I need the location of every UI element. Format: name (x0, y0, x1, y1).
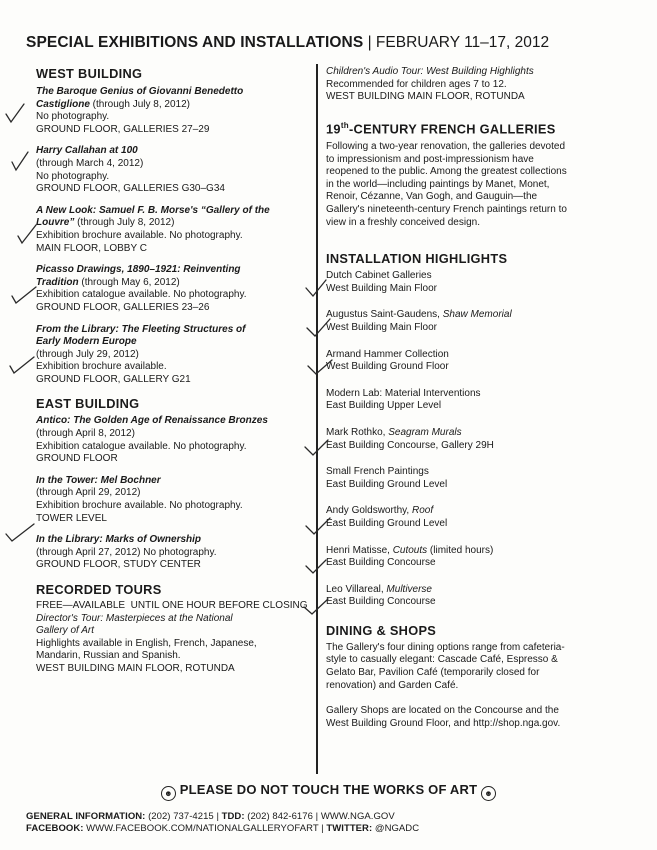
installation-location: East Building Ground Level (326, 517, 448, 529)
exhibition-note: Exhibition catalogue available. No photography. (36, 289, 247, 301)
section-heading-dining: DINING & SHOPS (326, 622, 437, 638)
installation-name: Leo Villareal, (326, 583, 387, 595)
contact-value: WWW.FACEBOOK.COM/NATIONALGALLERYOFART | (83, 823, 327, 834)
exhibition-title: Antico: The Golden Age of Renaissance Bronzes (36, 415, 268, 427)
installation-name: Augustus Saint-Gaudens, (326, 309, 443, 321)
paragraph-line: Gallery Shops are located on the Concourse and the (326, 705, 559, 717)
paragraph-line: reopened to the public. Among the greatest collections (326, 166, 567, 178)
exhibition-note: No photography. (36, 111, 110, 123)
exhibition-title: From the Library: The Fleeting Structures of (36, 323, 246, 335)
tour-title: Children's Audio Tour: West Building Highlights (326, 66, 534, 77)
heading-superscript: th (340, 120, 349, 130)
do-not-touch-notice (0, 782, 657, 801)
tour-note: Recommended for children ages 7 to 12. (326, 78, 507, 90)
section-heading-french (326, 118, 626, 137)
tour-title: Gallery of Art (36, 625, 94, 637)
installation-item (326, 388, 626, 413)
exhibition-title: In the Library: Marks of Ownership (36, 534, 202, 546)
installation-location: East Building Ground Level (326, 478, 448, 490)
exhibition-dates: (through April 29, 2012) (36, 487, 141, 499)
title-text: SPECIAL EXHIBITIONS AND INSTALLATIONS (26, 34, 364, 51)
section-heading-installations: INSTALLATION HIGHLIGHTS (326, 251, 508, 267)
contact-label: TDD: (221, 811, 245, 822)
contact-value: @NGADC (372, 823, 420, 834)
check-mark-icon (6, 104, 24, 122)
contact-line-general (26, 811, 395, 822)
installation-extra: (limited hours) (427, 544, 494, 556)
exhibition-note: Exhibition catalogue available. No photography. (36, 440, 247, 452)
french-galleries-paragraph (326, 141, 626, 229)
installation-work: Shaw Memorial (442, 309, 512, 321)
page-title (26, 34, 549, 52)
installation-work: Seagram Murals (388, 426, 462, 438)
contact-label: TWITTER: (326, 823, 373, 834)
exhibition-location: TOWER LEVEL (36, 512, 107, 524)
paragraph-line: The Gallery's four dining options range from cafeteria- (326, 641, 565, 653)
installation-location: East Building Upper Level (326, 400, 442, 412)
exhibition-item (36, 534, 314, 572)
exhibition-item (36, 324, 314, 387)
installation-name: Small French Paintings (326, 466, 429, 478)
installation-item (326, 309, 626, 334)
exhibition-note: Exhibition brochure available. No photography. (36, 500, 243, 512)
section-heading-east: EAST BUILDING (36, 396, 140, 412)
installation-name: Andy Goldsworthy, (326, 505, 412, 517)
exhibition-title: Tradition (36, 276, 79, 288)
exhibition-location: GROUND FLOOR, STUDY CENTER (36, 559, 201, 571)
exhibition-location: GROUND FLOOR, GALLERY G21 (36, 373, 191, 385)
contact-label: FACEBOOK: (26, 823, 84, 834)
installation-item (326, 466, 626, 491)
exhibition-note: Exhibition brochure available. No photography. (36, 229, 243, 241)
exhibition-dates: (through April 27, 2012) No photography. (36, 546, 217, 558)
installation-item (326, 505, 626, 530)
check-mark-icon (12, 152, 28, 170)
exhibition-title: Castiglione (36, 98, 90, 110)
contact-value: (202) 737-4215 | (145, 811, 222, 822)
installation-location: West Building Main Floor (326, 282, 437, 294)
paragraph-line: Gallery's nineteenth-century French paintings return to (326, 204, 567, 216)
dining-paragraph (326, 642, 626, 692)
column-divider (316, 64, 318, 774)
paragraph-line: to impressionism and post-impressionism have (326, 153, 534, 165)
installation-name: Mark Rothko, (326, 426, 389, 438)
exhibition-item (36, 205, 314, 255)
left-column (36, 66, 314, 676)
installation-location: East Building Concourse, Gallery 29H (326, 439, 494, 451)
check-mark-icon (12, 287, 36, 303)
tour-languages: Highlights available in English, French, Japanese, (36, 637, 257, 649)
exhibition-item (36, 475, 314, 525)
paragraph-line: style to casually elegant: Cascade Café, Espresso & (326, 654, 558, 666)
check-mark-icon (18, 225, 36, 243)
notice-text: PLEASE DO NOT TOUCH THE WORKS OF ART (179, 782, 478, 797)
installation-name: Henri Matisse, (326, 544, 393, 556)
installation-item (326, 349, 626, 374)
installation-item (326, 545, 626, 570)
installation-location: East Building Concourse (326, 596, 436, 608)
contact-value: (202) 842-6176 | WWW.NGA.GOV (244, 811, 395, 822)
exhibition-item (36, 86, 314, 136)
exhibition-item (36, 264, 314, 314)
exhibition-dates: (through May 6, 2012) (78, 276, 180, 288)
contact-label: GENERAL INFORMATION: (26, 811, 146, 822)
contact-line-social (26, 823, 419, 834)
paragraph-line: view in a freshly conceived design. (326, 216, 480, 228)
installation-location: West Building Ground Floor (326, 361, 449, 373)
paragraph-line: Renoir, Cézanne, Van Gogh, and Gauguin—the (326, 191, 538, 203)
tours-availability: FREE—AVAILABLE UNTIL ONE HOUR BEFORE CLOSING (36, 600, 308, 611)
exhibition-title: Louvre” (36, 217, 75, 229)
exhibition-note: Exhibition brochure available. (36, 361, 167, 373)
right-column (326, 66, 626, 730)
exhibition-title: In the Tower: Mel Bochner (36, 474, 161, 486)
tour-location: WEST BUILDING MAIN FLOOR, ROTUNDA (326, 91, 525, 103)
heading-text: -CENTURY FRENCH GALLERIES (349, 121, 556, 137)
tour-title: Director's Tour: Masterpieces at the National (36, 612, 233, 624)
installation-name: Armand Hammer Collection (326, 348, 449, 360)
paragraph-line: Gelato Bar, Pavilion Café (temporarily closed for (326, 667, 540, 679)
section-heading-west: WEST BUILDING (36, 66, 143, 81)
exhibition-dates: (through July 29, 2012) (36, 348, 139, 360)
exhibition-title: The Baroque Genius of Giovanni Benedetto (36, 86, 244, 97)
tour-languages: Mandarin, Russian and Spanish. (36, 650, 181, 662)
exhibition-dates: (through March 4, 2012) (36, 157, 144, 169)
exhibition-title: A New Look: Samuel F. B. Morse's “Gallery of the (36, 204, 270, 216)
title-dates: FEBRUARY 11–17, 2012 (375, 34, 550, 51)
installation-work: Cutouts (392, 544, 428, 556)
exhibition-location: GROUND FLOOR, GALLERIES G30–G34 (36, 183, 225, 195)
exhibition-title: Harry Callahan at 100 (36, 145, 138, 157)
seal-icon: ☻ (481, 786, 496, 801)
exhibition-title: Picasso Drawings, 1890–1921: Reinventing (36, 264, 241, 276)
exhibition-location: GROUND FLOOR, GALLERIES 23–26 (36, 301, 210, 313)
exhibition-location: MAIN FLOOR, LOBBY C (36, 242, 147, 254)
paragraph-line: renovation) and Garden Café. (326, 679, 459, 691)
exhibition-note: No photography. (36, 170, 110, 182)
installation-work: Multiverse (386, 583, 432, 595)
installation-item (326, 584, 626, 609)
installation-location: East Building Concourse (326, 557, 436, 569)
exhibition-dates: (through April 8, 2012) (36, 428, 135, 440)
installation-item (326, 270, 626, 295)
paragraph-line: Following a two-year renovation, the galleries devoted (326, 141, 566, 153)
installation-item (326, 427, 626, 452)
exhibition-dates: (through July 8, 2012) (74, 217, 175, 229)
exhibition-dates: (through July 8, 2012) (89, 98, 190, 110)
shops-paragraph (326, 705, 626, 730)
paragraph-line: in the world—including paintings by Manet, Monet, (326, 178, 550, 190)
section-heading-tours: RECORDED TOURS (36, 582, 162, 597)
tour-location: WEST BUILDING MAIN FLOOR, ROTUNDA (36, 662, 235, 674)
exhibition-title: Early Modern Europe (36, 336, 137, 348)
exhibition-item (36, 415, 314, 465)
installation-location: West Building Main Floor (326, 321, 437, 333)
check-mark-icon (10, 357, 34, 373)
heading-number: 19 (326, 121, 341, 137)
paragraph-line: West Building Ground Floor, and http://shop.nga.gov. (326, 717, 561, 729)
installation-list (326, 270, 626, 609)
seal-icon: ☻ (161, 786, 176, 801)
installation-work: Roof (411, 505, 434, 517)
exhibition-location: GROUND FLOOR, GALLERIES 27–29 (36, 123, 210, 135)
check-mark-icon (6, 524, 34, 541)
installation-name: Dutch Cabinet Galleries (326, 270, 432, 282)
exhibition-item (36, 145, 314, 195)
title-separator: | (367, 34, 372, 51)
exhibition-location: GROUND FLOOR (36, 453, 118, 465)
installation-name: Modern Lab: Material Interventions (326, 387, 481, 399)
